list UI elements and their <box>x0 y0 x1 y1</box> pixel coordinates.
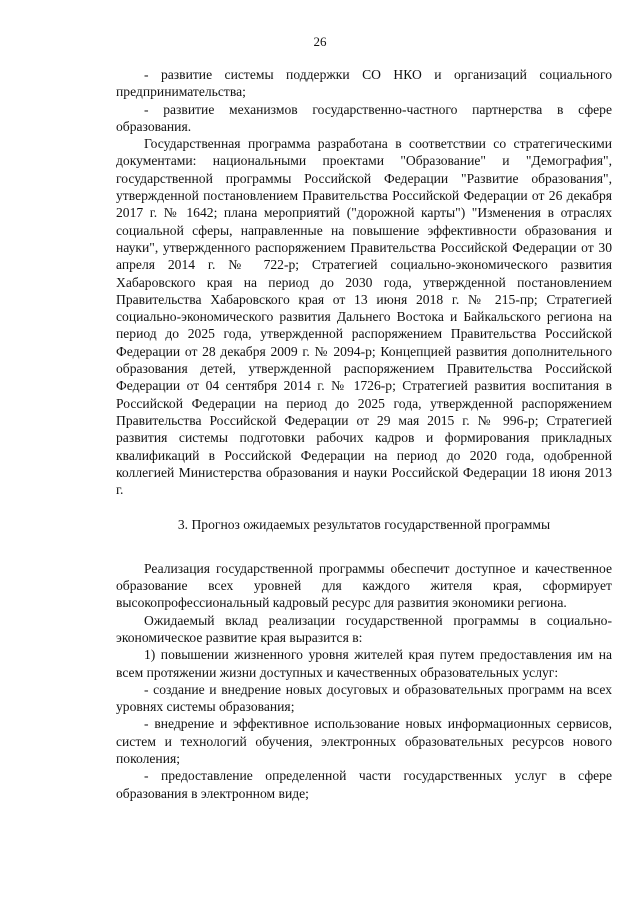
paragraph: - развитие системы поддержки СО НКО и организаций социального предпринимательства; <box>116 67 612 100</box>
section-heading: 3. Прогноз ожидаемых результатов государственной программы <box>177 517 551 533</box>
paragraph: - развитие механизмов государственно-частного партнерства в сфере образования. <box>116 101 612 134</box>
paragraph: - создание и внедрение новых досуговых и образовательных программ на всех уровнях системы образования; <box>116 681 612 715</box>
paragraph: Реализация государственной программы обеспечит доступное и качественное образование всех уровней для каждого жителя края, сформирует высокопрофессиональный кадровый ресурс для развития экономики региона. <box>116 560 612 611</box>
paragraph: - предоставление определенной части государственных услуг в сфере образования в электронном виде; <box>116 768 612 801</box>
paragraph: - внедрение и эффективное использование новых информационных сервисов, систем и технологий обучения, электронных образовательных ресурсов нового поколения; <box>116 716 612 766</box>
page-number: 26 <box>313 34 327 49</box>
paragraph: Ожидаемый вклад реализации государственной программы в социально-экономическое развитие края выразится в: <box>116 612 612 645</box>
page-body <box>116 66 612 802</box>
paragraph: 1) повышении жизненного уровня жителей края путем предоставления им на всем протяжении жизни доступных и качественных образовательных услуг: <box>116 647 612 680</box>
paragraph: Государственная программа разработана в соответствии со стратегическими документами: национальными проектами "Образование" и "Демография", государственной программы Российской Федерации "Развитие образования", утвержденной постановлением Правительства Российской Федерации от 26 декабря 2017 г. № 1642; плана мероприятий ("дорожной карты") "Изменения в отраслях социальной сферы, направленные на повышение эффективности образования и науки", утвержденного распоряжением Правительства Российской Федерации от 30 апреля 2014 г. № 722-р; Стратегией социально-экономического развития Хабаровского края на период до 2030 года, утвержденной постановлением Правительства Хабаровского края от 13 июня 2018 г. № 215-пр; Стратегией социально-экономического развития Дальнего Востока и Байкальского региона на период до 2025 года, утвержденной распоряжением Правительства Российской Федерации от 28 декабря 2009 г. № 2094-р; Концепцией развития дополнительного образования детей, утвержденной распоряжением Правительства Российской Федерации от 04 сентября 2014 г. № 1726-р; Стратегией развития воспитания в Российской Федерации на период до 2025 года, утвержденной распоряжением Правительства Российской Федерации от 29 мая 2015 г. № 996-р; Стратегией развития системы подготовки рабочих кадров и формирования прикладных квалификаций в Российской Федерации на период до 2020 года, одобренной коллегией Министерства образования и науки Российской Федерации 18 июня 2013 г. <box>116 136 612 498</box>
